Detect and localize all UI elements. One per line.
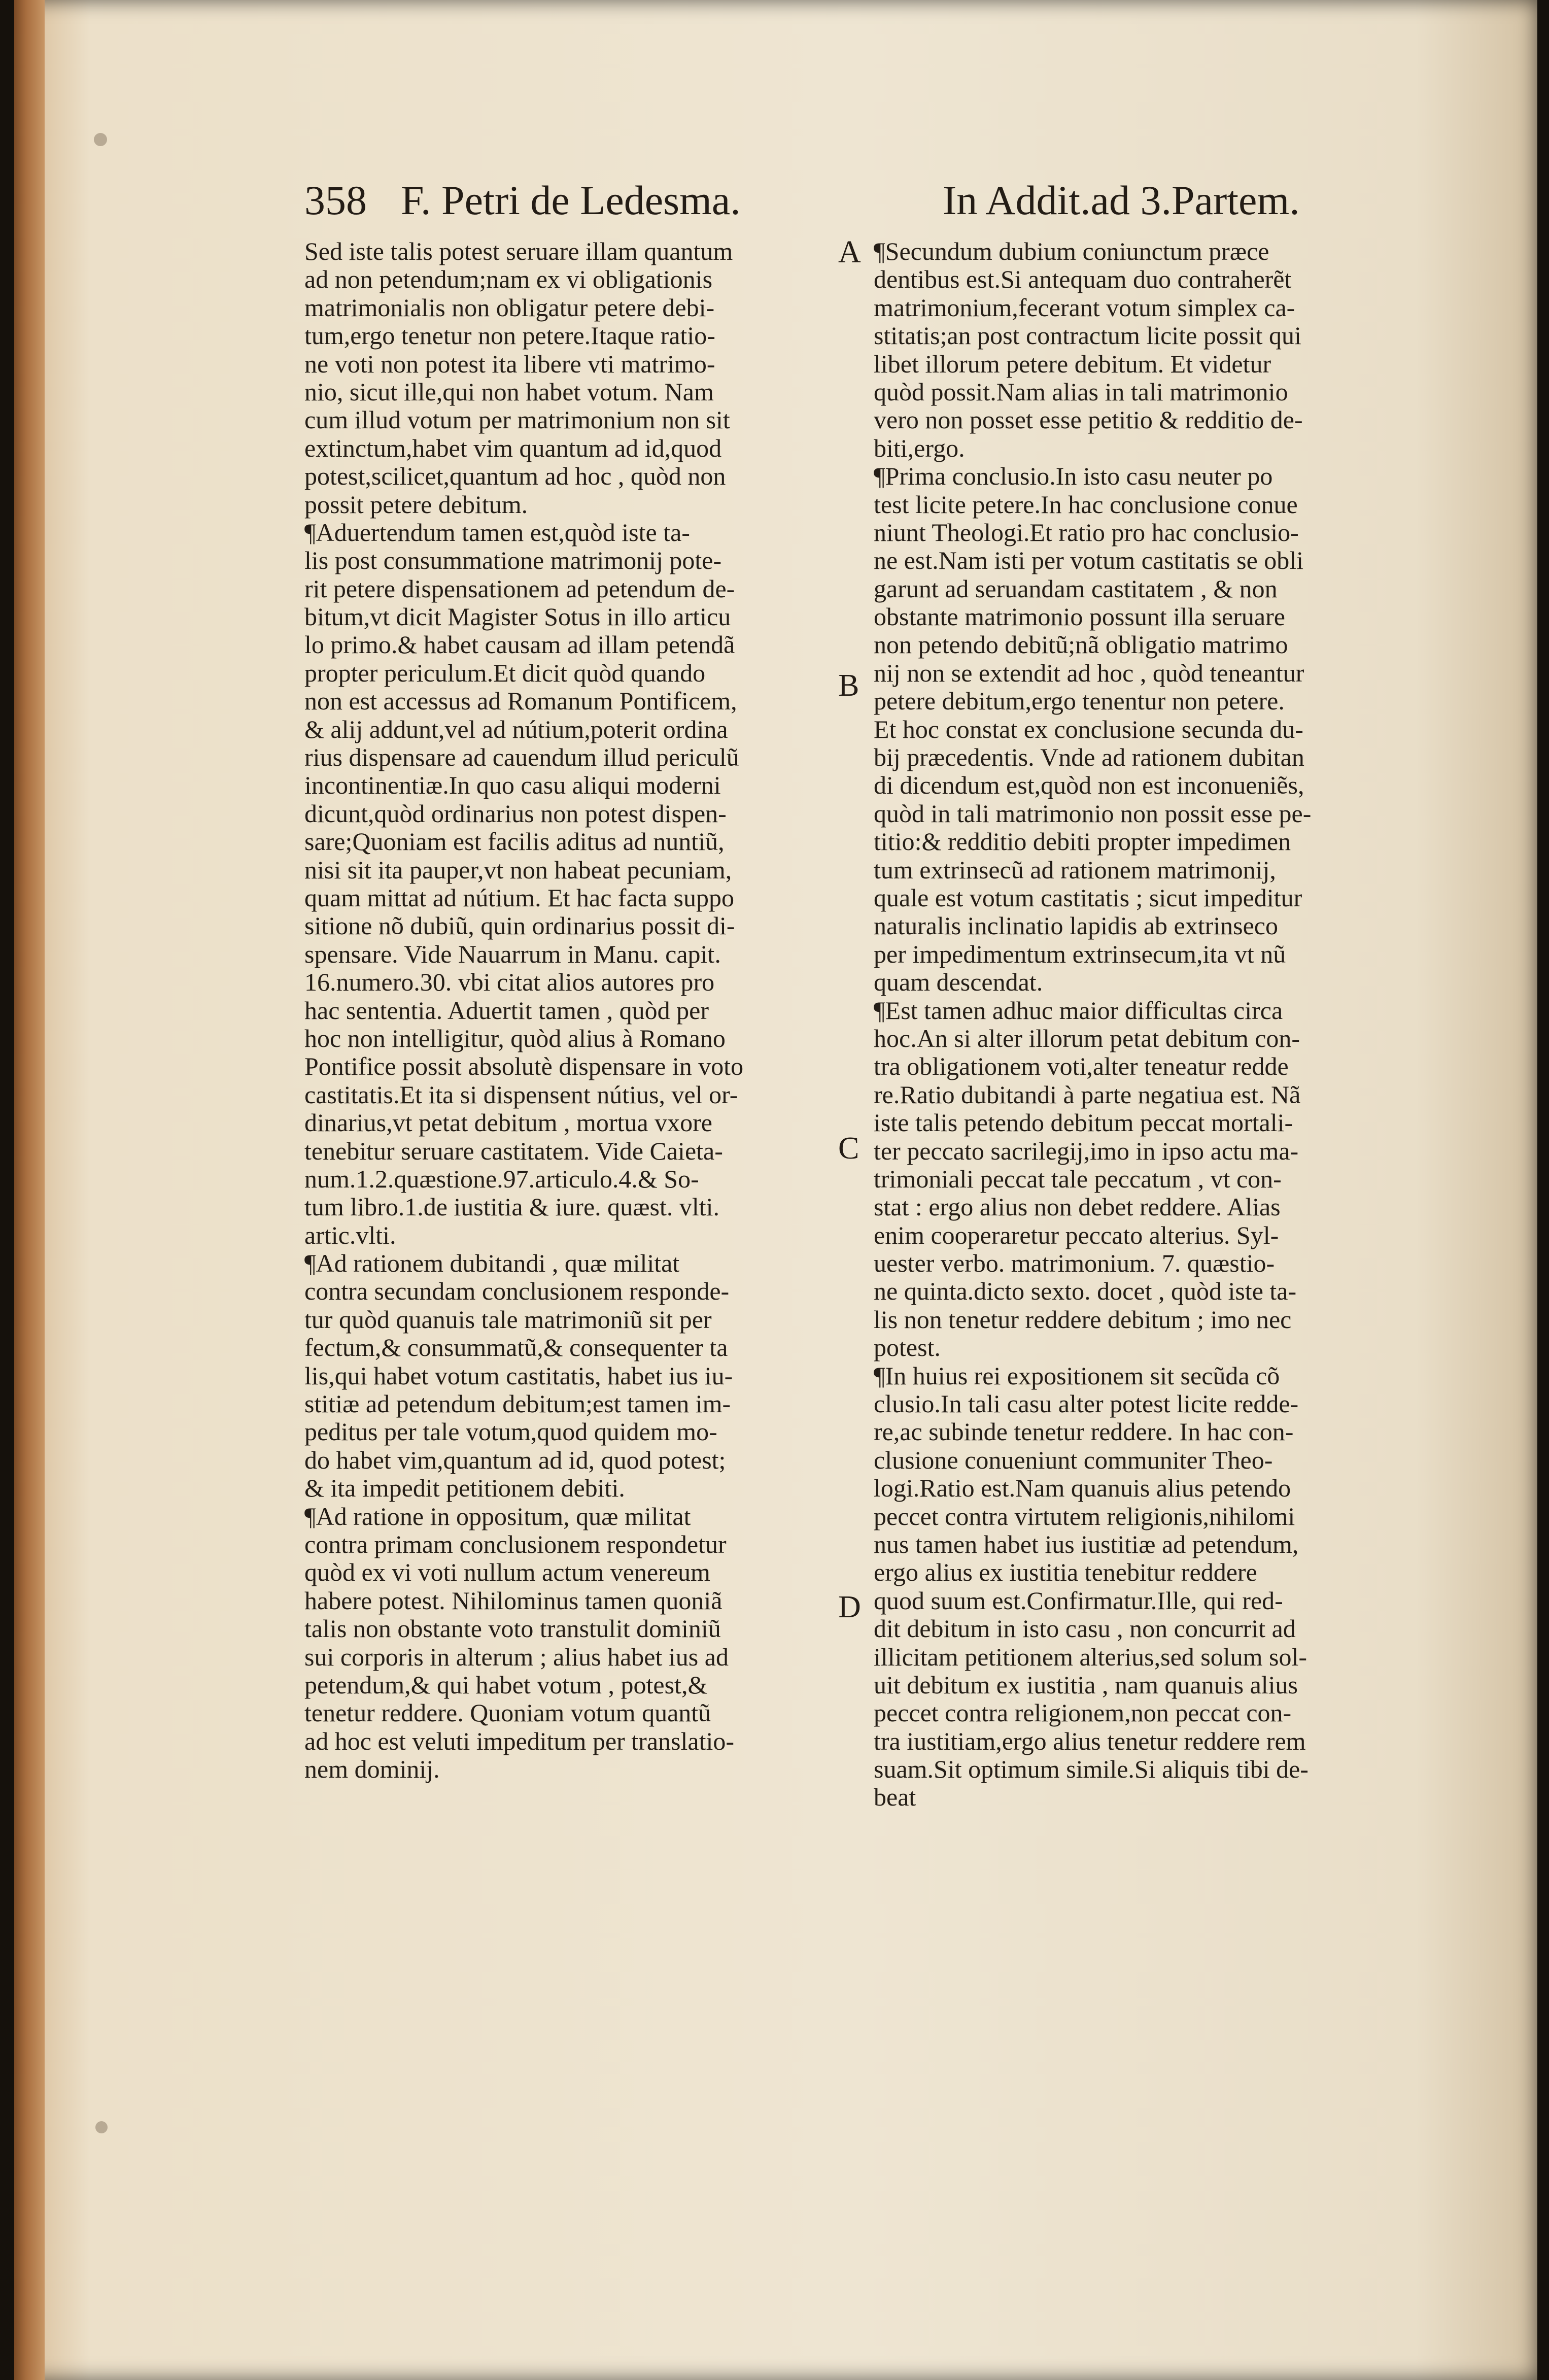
text-line: rit petere dispensationem ad petendum de- bbox=[304, 574, 735, 603]
margin-marker-a: A bbox=[838, 235, 861, 269]
text-line: ad non petendum;nam ex vi obligationis bbox=[304, 265, 713, 294]
text-line: re,ac subinde tenetur reddere. In hac con- bbox=[874, 1418, 1294, 1446]
text-line: contra secundam conclusionem responde- bbox=[304, 1277, 730, 1306]
text-line: ergo alius ex iustitia tenebitur reddere bbox=[874, 1558, 1257, 1587]
text-line: di dicendum est,quòd non est inconueniẽs, bbox=[874, 771, 1304, 800]
page-edge bbox=[14, 0, 45, 2380]
text-line: logi.Ratio est.Nam quanuis alius petendo bbox=[874, 1474, 1291, 1503]
text-line: dinarius,vt petat debitum , mortua vxore bbox=[304, 1109, 712, 1137]
text-line: possit petere debitum. bbox=[304, 490, 528, 519]
text-line: ¶Secundum dubium coniunctum præce bbox=[874, 237, 1269, 265]
text-line: lis post consummatione matrimonij pote- bbox=[304, 547, 722, 575]
text-line: niunt Theologi.Et ratio pro hac conclusio- bbox=[874, 518, 1299, 547]
text-line: & ita impedit petitionem debiti. bbox=[304, 1474, 625, 1503]
text-line: ¶Est tamen adhuc maior difficultas circa bbox=[874, 996, 1283, 1025]
foxing-spot bbox=[95, 2121, 108, 2133]
margin-marker-c: C bbox=[838, 1131, 859, 1166]
text-line: fectum,& consummatũ,& consequenter ta bbox=[304, 1334, 728, 1362]
text-line: potest. bbox=[874, 1334, 941, 1362]
text-line: sitione nõ dubiũ, quin ordinarius possit di- bbox=[304, 912, 735, 940]
text-line: obstante matrimonio possunt illa seruare bbox=[874, 603, 1285, 631]
text-line: clusione conueniunt communiter Theo- bbox=[874, 1446, 1273, 1474]
text-line: test licite petere.In hac conclusione conue bbox=[874, 490, 1298, 519]
text-line: uit debitum ex iustitia , nam quanuis alius bbox=[874, 1671, 1298, 1699]
text-line: nij non se extendit ad hoc , quòd teneantur bbox=[874, 659, 1304, 687]
text-line: cum illud votum per matrimonium non sit bbox=[304, 406, 730, 434]
text-line: vero non posset esse petitio & redditio de- bbox=[874, 406, 1303, 434]
text-line: libet illorum petere debitum. Et videtur bbox=[874, 350, 1271, 378]
text-line: peccet contra religionem,non peccat con- bbox=[874, 1699, 1292, 1727]
text-line: trimoniali peccat tale peccatum , vt con- bbox=[874, 1165, 1282, 1193]
text-line: quam descendat. bbox=[874, 968, 1043, 997]
text-line: tum,ergo tenetur non petere.Itaque ratio- bbox=[304, 322, 715, 350]
text-line: nem dominij. bbox=[304, 1755, 440, 1784]
text-line: bij præcedentis. Vnde ad rationem dubitan bbox=[874, 743, 1304, 772]
text-line: tum libro.1.de iustitia & iure. quæst. vlti. bbox=[304, 1193, 720, 1221]
text-line: iste talis petendo debitum peccat mortali- bbox=[874, 1109, 1293, 1137]
text-line: hoc.An si alter illorum petat debitum con- bbox=[874, 1024, 1300, 1052]
text-line: nisi sit ita pauper,vt non habeat pecuniam, bbox=[304, 856, 732, 884]
text-line: artic.vlti. bbox=[304, 1221, 396, 1249]
margin-marker-d: D bbox=[838, 1590, 861, 1624]
text-line: garunt ad seruandam castitatem , & non bbox=[874, 574, 1278, 603]
text-line: quod suum est.Confirmatur.Ille, qui red- bbox=[874, 1586, 1283, 1615]
text-line: stitatis;an post contractum licite possit qui bbox=[874, 322, 1301, 350]
text-line: castitatis.Et ita si dispensent nútius, vel or- bbox=[304, 1080, 738, 1109]
text-line: ne quinta.dicto sexto. docet , quòd iste ta- bbox=[874, 1277, 1297, 1306]
text-line: peccet contra virtutem religionis,nihilomi bbox=[874, 1502, 1295, 1531]
text-line: tum extrinsecũ ad rationem matrimonij, bbox=[874, 856, 1276, 884]
text-line: enim cooperaretur peccato alterius. Syl- bbox=[874, 1221, 1279, 1249]
text-line: suam.Sit optimum simile.Si aliquis tibi de- bbox=[874, 1755, 1309, 1784]
text-line: lis,qui habet votum castitatis, habet ius iu- bbox=[304, 1362, 733, 1390]
text-line: quòd ex vi voti nullum actum venereum bbox=[304, 1558, 710, 1587]
text-line: matrimonium,fecerant votum simplex ca- bbox=[874, 293, 1295, 322]
text-line: tra iustitiam,ergo alius tenetur reddere rem bbox=[874, 1727, 1306, 1755]
text-line: do habet vim,quantum ad id, quod potest; bbox=[304, 1446, 726, 1474]
text-line: re.Ratio dubitandi à parte negatiua est. Nã bbox=[874, 1080, 1301, 1109]
text-line: dicunt,quòd ordinarius non potest dispen- bbox=[304, 799, 727, 828]
text-line: non est accessus ad Romanum Pontificem, bbox=[304, 687, 737, 716]
text-line: extinctum,habet vim quantum ad id,quod bbox=[304, 434, 722, 462]
text-line: matrimonialis non obligatur petere debi- bbox=[304, 293, 715, 322]
text-line: sare;Quoniam est facilis aditus ad nuntiũ, bbox=[304, 828, 725, 856]
text-line: & alij addunt,vel ad nútium,poterit ordina bbox=[304, 715, 728, 743]
text-line: hoc non intelligitur, quòd alius à Romano bbox=[304, 1024, 726, 1052]
text-line: ¶Aduertendum tamen est,quòd iste ta- bbox=[304, 518, 690, 547]
text-line: spensare. Vide Nauarrum in Manu. capit. bbox=[304, 940, 721, 968]
text-line: Et hoc constat ex conclusione secunda du- bbox=[874, 715, 1303, 743]
text-line: titio:& redditio debiti propter impedimen bbox=[874, 828, 1291, 856]
text-line: peditus per tale votum,quod quidem mo- bbox=[304, 1418, 717, 1446]
text-line: quòd in tali matrimonio non possit esse pe- bbox=[874, 799, 1312, 828]
text-line: non petendo debitũ;nã obligatio matrimo bbox=[874, 631, 1288, 659]
text-line: Pontifice possit absolutè dispensare in voto bbox=[304, 1052, 744, 1081]
text-line: lis non tenetur reddere debitum ; imo nec bbox=[874, 1305, 1292, 1334]
text-line: uester verbo. matrimonium. 7. quæstio- bbox=[874, 1249, 1275, 1278]
text-line: petendum,& qui habet votum , potest,& bbox=[304, 1671, 708, 1699]
running-head-section: In Addit.ad 3.Partem. bbox=[943, 177, 1300, 223]
running-head-author: F. Petri de Ledesma. bbox=[401, 177, 741, 223]
text-line: quale est votum castitatis ; sicut impeditur bbox=[874, 883, 1302, 912]
text-line: Sed iste talis potest seruare illam quantum bbox=[304, 237, 733, 265]
right-text-column bbox=[874, 237, 1397, 1812]
text-line: incontinentiæ.In quo casu aliqui moderni bbox=[304, 771, 721, 800]
foxing-spot bbox=[94, 133, 107, 146]
text-line: ¶Prima conclusio.In isto casu neuter po bbox=[874, 462, 1273, 491]
text-line: ter peccato sacrilegij,imo in ipso actu ma- bbox=[874, 1137, 1299, 1165]
text-line: petere debitum,ergo tenentur non petere. bbox=[874, 687, 1285, 716]
text-line: ad hoc est veluti impeditum per translatio- bbox=[304, 1727, 734, 1755]
text-line: tenetur reddere. Quoniam votum quantũ bbox=[304, 1699, 711, 1727]
text-line: dentibus est.Si antequam duo contraherẽt bbox=[874, 265, 1292, 294]
text-line: tenebitur seruare castitatem. Vide Caieta- bbox=[304, 1137, 723, 1165]
text-line: stat : ergo alius non debet reddere. Alias bbox=[874, 1193, 1281, 1221]
text-line: nio, sicut ille,qui non habet votum. Nam bbox=[304, 378, 714, 406]
text-line: talis non obstante voto transtulit dominiũ bbox=[304, 1615, 721, 1643]
text-line: stitiæ ad petendum debitum;est tamen im- bbox=[304, 1390, 731, 1418]
text-line: 16.numero.30. vbi citat alios autores pro bbox=[304, 968, 715, 997]
text-line: naturalis inclinatio lapidis ab extrinseco bbox=[874, 912, 1278, 940]
text-line: ¶Ad rationem dubitandi , quæ militat bbox=[304, 1249, 680, 1278]
text-line: illicitam petitionem alterius,sed solum sol- bbox=[874, 1643, 1307, 1671]
text-line: tur quòd quanuis tale matrimoniũ sit per bbox=[304, 1305, 712, 1334]
text-line: clusio.In tali casu alter potest licite redde- bbox=[874, 1390, 1299, 1418]
text-line: potest,scilicet,quantum ad hoc , quòd non bbox=[304, 462, 726, 491]
text-line: habere potest. Nihilominus tamen quoniã bbox=[304, 1586, 722, 1615]
text-line: ¶In huius rei expositionem sit secũda cõ bbox=[874, 1362, 1280, 1390]
text-line: hac sententia. Aduertit tamen , quòd per bbox=[304, 996, 709, 1025]
text-line: contra primam conclusionem respondetur bbox=[304, 1530, 727, 1558]
text-line: dit debitum in isto casu , non concurrit ad bbox=[874, 1615, 1296, 1643]
text-line: rius dispensare ad cauendum illud periculũ bbox=[304, 743, 739, 772]
text-line: sui corporis in alterum ; alius habet ius ad bbox=[304, 1643, 729, 1671]
text-line: ne est.Nam isti per votum castitatis se obli bbox=[874, 547, 1304, 575]
left-text-column bbox=[304, 237, 827, 1783]
text-line: lo primo.& habet causam ad illam petendã bbox=[304, 631, 735, 659]
text-line: ne voti non potest ita libere vti matrimo- bbox=[304, 350, 715, 378]
text-line: quòd possit.Nam alias in tali matrimonio bbox=[874, 378, 1288, 406]
text-line: beat bbox=[874, 1783, 916, 1812]
text-line: nus tamen habet ius iustitiæ ad petendum, bbox=[874, 1530, 1299, 1558]
text-line: biti,ergo. bbox=[874, 434, 965, 462]
text-line: num.1.2.quæstione.97.articulo.4.& So- bbox=[304, 1165, 699, 1193]
margin-marker-b: B bbox=[838, 668, 859, 703]
text-line: propter periculum.Et dicit quòd quando bbox=[304, 659, 706, 687]
text-line: per impedimentum extrinsecum,ita vt nũ bbox=[874, 940, 1286, 968]
folio-number: 358 bbox=[304, 177, 367, 223]
text-line: bitum,vt dicit Magister Sotus in illo articu bbox=[304, 603, 731, 631]
text-line: quam mittat ad nútium. Et hac facta suppo bbox=[304, 883, 734, 912]
text-line: tra obligationem voti,alter teneatur redde bbox=[874, 1052, 1289, 1081]
text-line: ¶Ad ratione in oppositum, quæ militat bbox=[304, 1502, 691, 1531]
